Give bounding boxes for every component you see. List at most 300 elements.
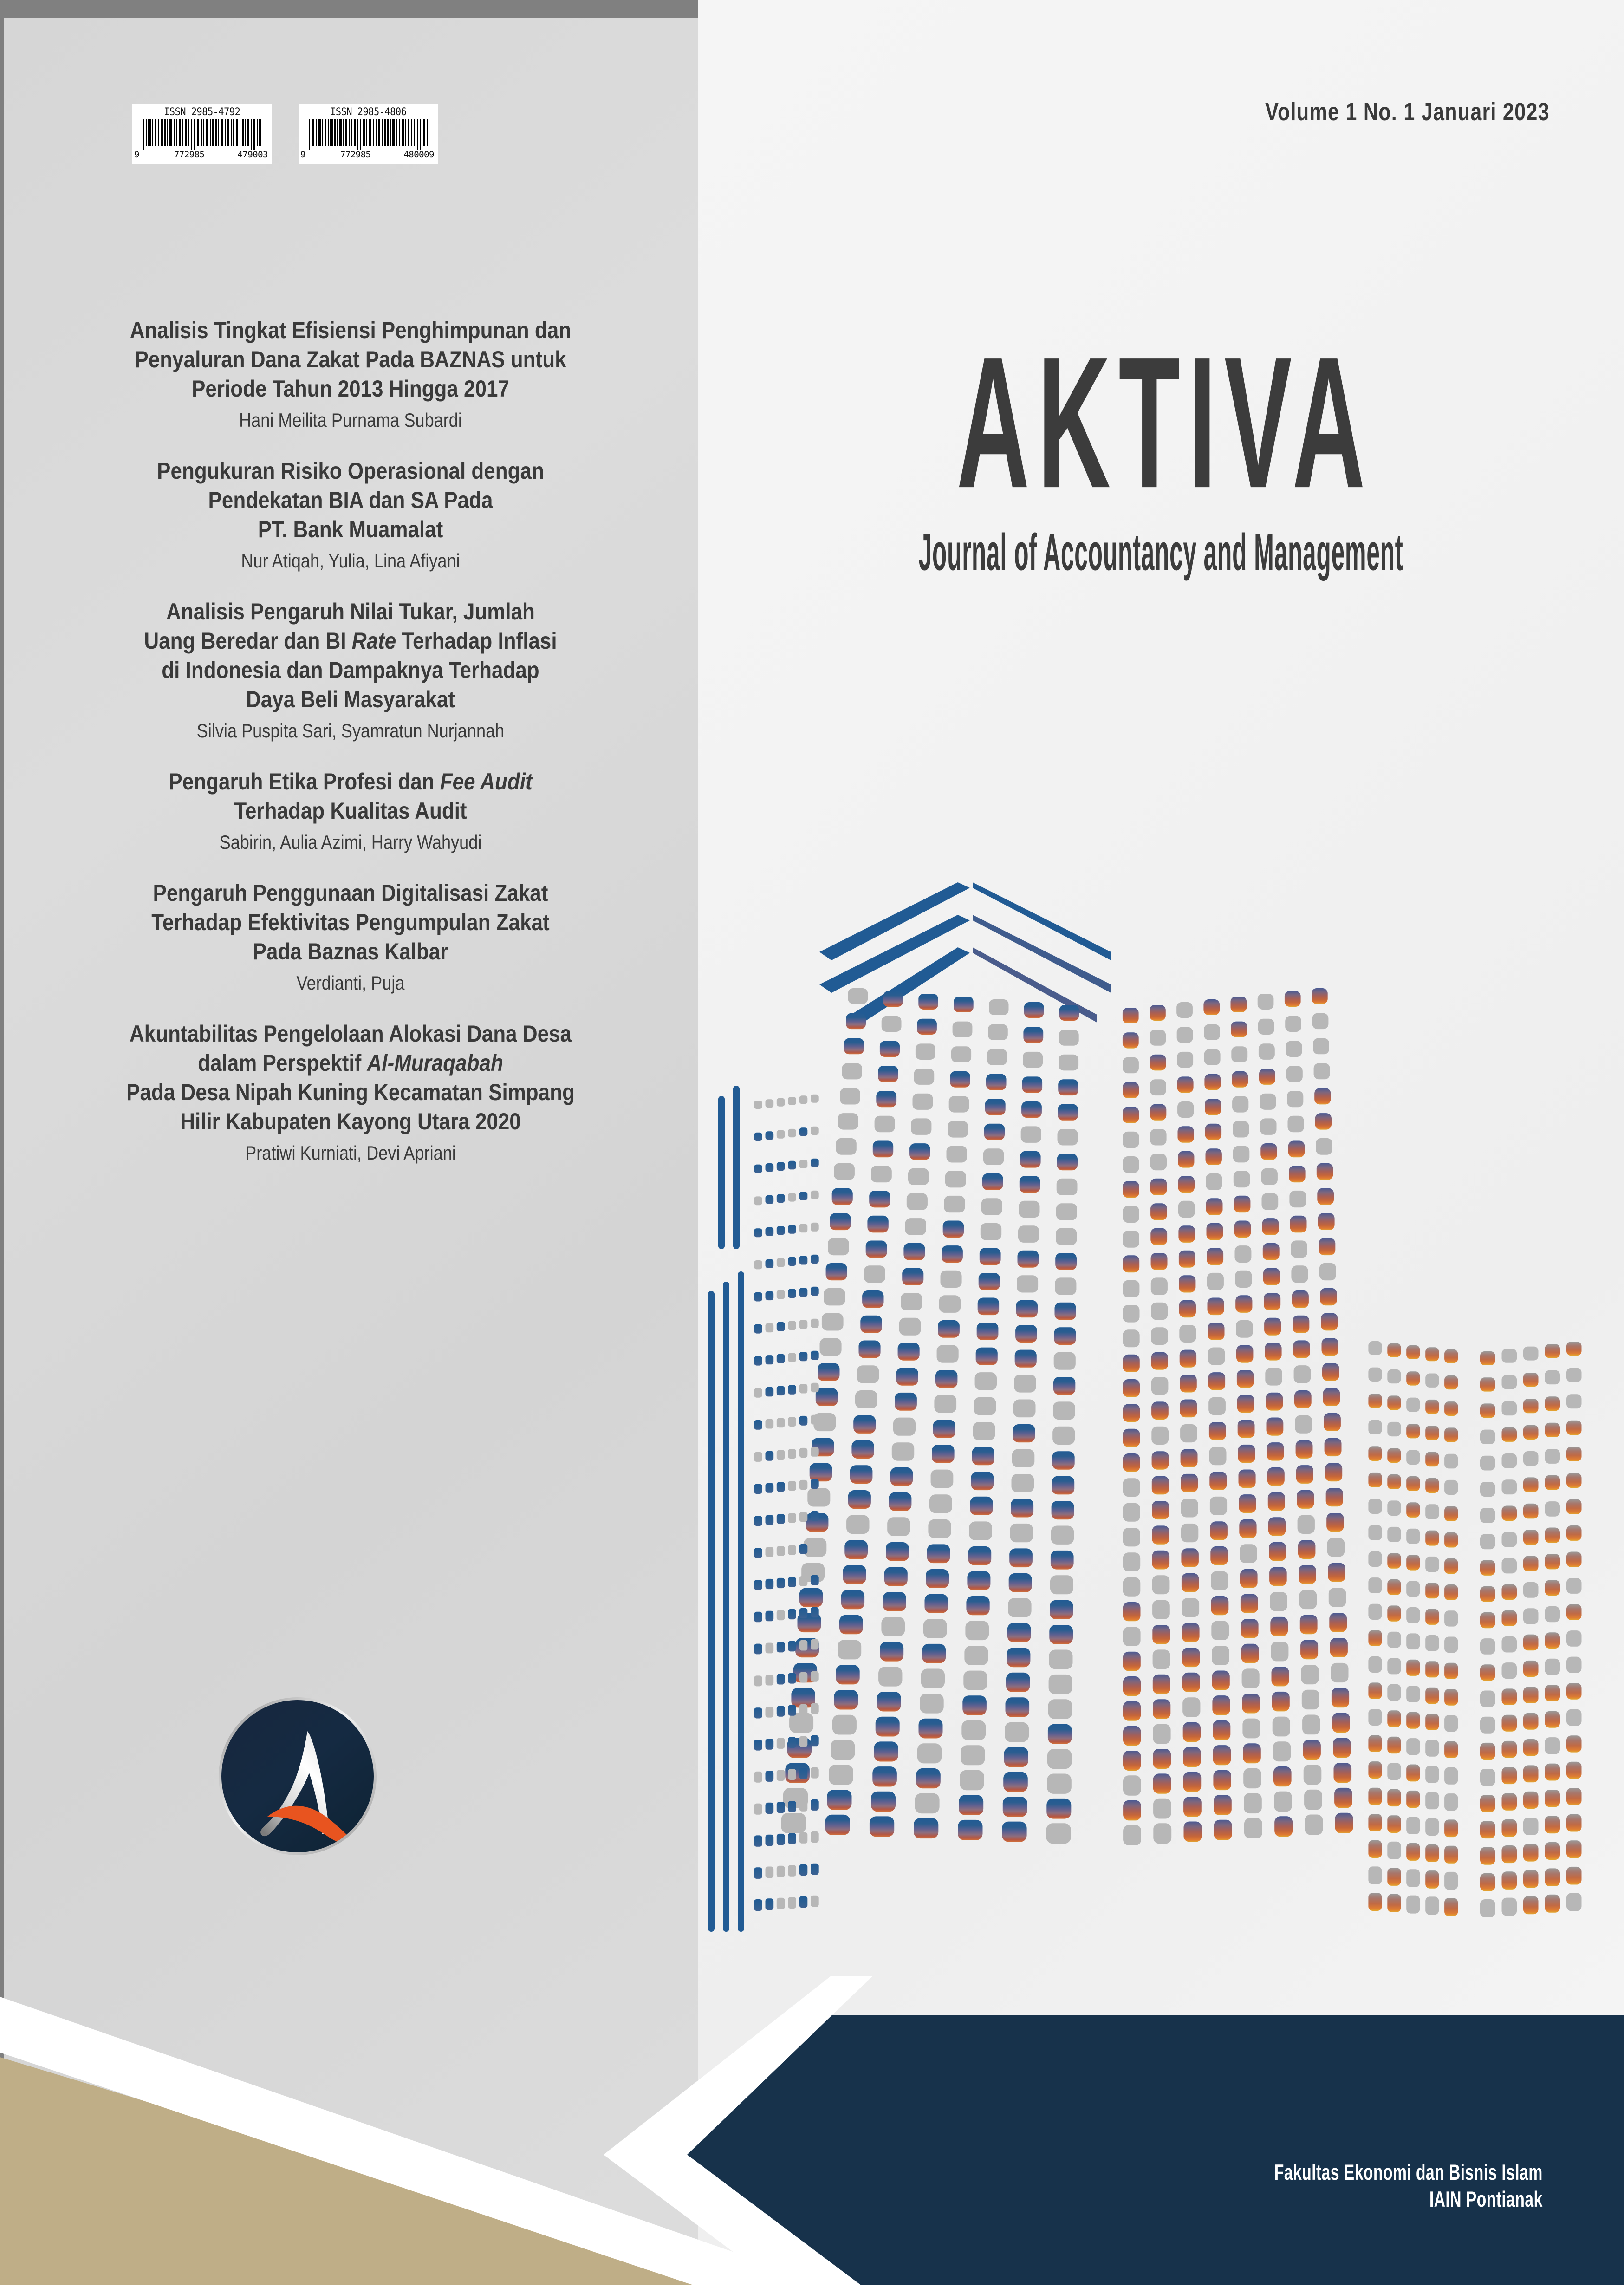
building-window [1406,1581,1420,1597]
building-window [1056,1203,1077,1220]
building-window [1502,1793,1517,1811]
building-window [932,1445,954,1463]
building-window [1267,1418,1284,1436]
building-window [1502,1741,1517,1758]
building-window [1545,1554,1560,1569]
building-window [1545,1711,1560,1728]
building-window [1406,1398,1420,1412]
right-tower-windows [1368,1341,1458,1916]
building-window [1326,1488,1343,1506]
building-window [927,1544,950,1563]
building-window [1020,1151,1040,1168]
building-window [1502,1479,1517,1494]
building-window [1267,1467,1285,1486]
building-window [1502,1453,1517,1468]
building-window [1123,1577,1141,1597]
building-window [766,1163,774,1172]
building-window [777,1258,785,1267]
building-window [1024,1002,1044,1018]
building-window [754,1388,762,1398]
building-window [754,1580,762,1590]
building-window [1208,1298,1224,1316]
building-window [1425,1347,1439,1361]
building-window [1287,1091,1303,1107]
building-window [754,1740,762,1751]
barcode-bars-icon [307,119,429,150]
building-window [987,1049,1007,1065]
building-window [1444,1715,1458,1732]
building-window [971,1472,994,1490]
building-window [922,1644,946,1663]
building-window [766,1131,774,1140]
building-window [788,1833,796,1844]
building-window [1213,1720,1230,1740]
building-window [1322,1338,1338,1356]
building-window [777,1418,785,1428]
building-window [754,1196,762,1205]
building-window [1006,1673,1030,1692]
building-window [1296,1440,1313,1459]
building-window [799,1224,808,1232]
building-window [979,1273,1000,1290]
building-window [1406,1738,1420,1755]
building-window [754,1101,762,1109]
building-window [869,1191,890,1207]
building-window [1180,1375,1197,1393]
building-window [1269,1567,1287,1586]
building-window [1291,1240,1307,1258]
building-window [1425,1740,1439,1756]
building-window [1313,1038,1329,1055]
building-window [1182,1623,1200,1642]
building-window [1181,1499,1198,1517]
building-window [1123,1255,1139,1272]
building-window [1231,1022,1247,1037]
building-window [883,991,903,1007]
building-window [1150,1030,1166,1045]
building-window [1152,1501,1169,1519]
building-window [1007,1648,1030,1667]
building-window [1023,1052,1043,1068]
building-window [1271,1642,1288,1662]
building-window [788,1865,796,1877]
building-window [1480,1456,1495,1471]
building-window [1545,1816,1560,1834]
building-window [1545,1423,1560,1437]
building-window [948,1121,968,1138]
building-window [973,1422,995,1440]
building-window [1480,1638,1495,1655]
building-window [848,988,868,1004]
building-window [766,1707,774,1717]
building-window [895,1393,917,1411]
building-window [983,1148,1004,1165]
building-window [1005,1722,1029,1742]
barcode-group-left: 772985 [340,150,371,160]
building-window [754,1772,762,1783]
building-window [799,1672,808,1683]
building-window [1425,1504,1439,1519]
building-window [1480,1430,1495,1444]
building-window [1243,1743,1261,1763]
building-window [1444,1558,1458,1574]
building-window [836,1138,856,1155]
building-window [1480,1821,1495,1838]
building-window [1317,1163,1333,1180]
article-title-line: Analisis Tingkat Efisiensi Penghimpunan dan [130,317,572,343]
building-window [754,1548,762,1558]
building-window [1566,1447,1582,1461]
building-window [831,1740,855,1760]
building-window [950,1071,970,1088]
building-window [1332,1713,1350,1733]
building-window [1425,1818,1439,1836]
building-window [1523,1530,1539,1545]
building-window [811,1543,819,1553]
building-window [1262,1193,1279,1210]
building-window [811,1351,819,1360]
building-window [1502,1767,1517,1784]
building-window [916,1768,941,1788]
building-window [766,1867,774,1878]
building-window [1480,1769,1495,1786]
building-window [1444,1349,1458,1363]
building-window [1239,1519,1256,1538]
building-window [1020,1176,1040,1193]
building-window [1545,1659,1560,1675]
building-window [883,1592,906,1611]
building-window [1480,1586,1495,1602]
building-window [1123,1800,1141,1821]
building-window [788,1289,796,1298]
building-window [1243,1768,1261,1788]
building-window [1425,1557,1439,1572]
building-window [777,1450,785,1460]
barcode-lead-digit: 9 [134,150,139,160]
building-window [1019,1201,1039,1218]
building-window [1502,1506,1517,1521]
building-window [1444,1793,1458,1811]
building-window [1566,1342,1582,1356]
building-window [1244,1793,1262,1813]
building-window [1502,1898,1517,1916]
building-window [843,1565,866,1584]
building-window [1545,1868,1560,1886]
building-window [788,1513,796,1523]
building-window [1425,1478,1439,1493]
city-buildings-illustration [698,687,1624,2048]
building-window [1300,1615,1318,1635]
building-window [1052,1451,1074,1470]
building-window [1523,1556,1539,1571]
building-window [811,1319,819,1328]
building-window [825,1815,850,1835]
building-window [788,1449,796,1459]
building-window [1545,1580,1560,1596]
building-window [980,1248,1001,1265]
aktiva-logo-emblem [216,1695,379,1857]
article-item [19,767,682,854]
article-title-line: Periode Tahun 2013 Hingga 2017 [192,376,509,402]
building-window [1326,1513,1344,1532]
masthead [698,318,1624,582]
building-window [1387,1395,1401,1410]
building-window [938,1320,960,1338]
building-window [811,1864,819,1875]
building-window [988,1024,1008,1040]
building-window [1406,1476,1420,1491]
building-window [921,1669,945,1688]
building-window [1181,1474,1198,1492]
building-window [958,1820,982,1840]
building-window [1235,1271,1252,1288]
building-window [788,1577,796,1587]
building-window [1523,1451,1539,1466]
building-window [1014,1375,1036,1393]
building-window [1013,1424,1035,1442]
building-window [981,1198,1002,1215]
building-window [1406,1791,1420,1808]
building-window [754,1484,762,1494]
building-window [1234,1171,1250,1187]
barcode-group-left: 772985 [174,150,205,160]
building-window [935,1370,957,1388]
building-window [1123,1701,1141,1721]
building-window [1209,1447,1227,1466]
building-window [1444,1532,1458,1548]
building-window [1178,1176,1195,1193]
building-window [766,1355,774,1364]
building-window [1387,1737,1401,1753]
building-window [1123,1775,1141,1795]
building-window [914,1818,938,1838]
barcode-issn-online [299,104,438,164]
building-window [1312,988,1328,1004]
building-window [1266,1393,1283,1411]
article-authors: Silvia Puspita Sari, Syamratun Nurjannah [196,720,505,742]
building-window [824,1288,845,1306]
article-title-line: Pengaruh Penggunaan Digitalisasi Zakat [153,880,548,906]
building-window [1123,1528,1140,1546]
building-window [766,1323,774,1332]
building-window [1048,1699,1072,1719]
building-window [1566,1840,1582,1858]
building-window [1444,1427,1458,1442]
building-window [811,1607,819,1618]
building-window [963,1671,987,1690]
building-window [1236,1320,1253,1338]
building-window [1210,1521,1228,1540]
building-window [1047,1749,1072,1769]
building-window [1153,1649,1170,1669]
building-window [1368,1368,1382,1382]
building-window [1523,1713,1539,1730]
building-window [1018,1225,1039,1243]
building-window [1269,1542,1286,1561]
building-window [754,1644,762,1655]
building-window [1181,1524,1198,1542]
building-window [1183,1797,1202,1817]
building-window [1302,1690,1319,1710]
building-window [1328,1563,1345,1582]
building-window [1368,1735,1382,1752]
building-window [1387,1632,1401,1648]
article-authors: Sabirin, Aulia Azimi, Harry Wahyudi [219,831,482,853]
building-window [1368,1709,1382,1726]
building-window [1305,1815,1323,1835]
building-window [1523,1635,1539,1651]
building-window [1015,1325,1037,1343]
building-window [1182,1573,1199,1592]
building-window [986,1074,1007,1090]
building-window [1208,1372,1226,1390]
building-window [777,1546,785,1556]
building-window [1545,1475,1560,1490]
building-window [1153,1675,1170,1694]
building-window [1444,1767,1458,1785]
building-window [1237,1395,1254,1413]
building-window [1123,1107,1139,1123]
building-window [1304,1790,1322,1810]
building-window [1152,1575,1170,1594]
article-title-line: Hilir Kabupaten Kayong Utara 2020 [180,1108,521,1134]
building-window [788,1385,796,1395]
building-window [788,1417,796,1427]
building-window [788,1737,796,1748]
building-window [1545,1396,1560,1411]
building-window [1444,1898,1458,1916]
building-window [1368,1394,1382,1408]
building-window [1523,1792,1539,1809]
building-window [754,1835,762,1846]
building-window [810,1463,832,1482]
building-window [1240,1569,1258,1588]
building-window [1292,1290,1309,1308]
building-window [1240,1544,1257,1563]
article-item [19,597,682,743]
building-window [874,1741,898,1761]
building-window [1235,1245,1252,1263]
building-window [820,1338,842,1356]
bottom-white-seam [0,2285,1624,2294]
building-window [862,1290,883,1308]
building-window [860,1316,882,1333]
building-window [1012,1449,1034,1468]
building-window [1260,1094,1276,1110]
building-window [1523,1608,1539,1624]
article-item [19,316,682,432]
building-window [1480,1612,1495,1628]
building-window [1123,1552,1141,1571]
building-window [781,1813,806,1833]
building-window [1302,1715,1320,1735]
building-window [961,1745,985,1765]
building-window [1425,1635,1439,1651]
building-window [1181,1449,1198,1468]
building-window [928,1519,951,1538]
building-window [1566,1735,1582,1752]
building-window [913,1094,933,1110]
article-title-line: PT. Bank Muamalat [258,516,443,542]
building-window [1444,1872,1458,1890]
building-window [1545,1790,1560,1807]
building-window [1502,1427,1517,1442]
building-window [1180,1400,1197,1418]
building-window [842,1063,863,1080]
building-window [1179,1275,1195,1292]
building-window [880,1642,903,1662]
building-window [1214,1795,1232,1815]
building-window [1480,1508,1495,1523]
building-window [985,1099,1006,1115]
building-window [1480,1847,1495,1865]
building-window [818,1363,839,1381]
building-window [811,1415,819,1425]
building-window [1425,1714,1439,1730]
building-window [1502,1819,1517,1837]
building-window [1002,1822,1026,1842]
building-window [917,1743,942,1763]
building-window [1211,1571,1228,1590]
building-window [1055,1253,1077,1270]
building-window [1213,1770,1231,1790]
building-window [799,1512,808,1522]
building-window [1021,1126,1041,1143]
building-window [811,1383,819,1393]
building-window [1566,1709,1582,1726]
building-window [1293,1316,1309,1333]
building-window [1319,1238,1335,1255]
building-window [1268,1492,1285,1511]
building-window [1480,1664,1495,1681]
building-window [829,1765,853,1785]
building-window [1123,1602,1141,1621]
building-window [777,1610,785,1621]
building-window [1368,1761,1382,1779]
building-window [1406,1660,1420,1676]
barcode-digits [301,150,435,159]
article-authors: Nur Atiqah, Yulia, Lina Afiyani [241,550,460,572]
building-window [777,1354,785,1363]
building-window [1566,1473,1582,1488]
building-window [942,1245,963,1263]
building-window [1425,1661,1439,1677]
building-window [1123,1181,1139,1198]
building-window [1545,1842,1560,1860]
building-window [1050,1575,1073,1594]
barcode-lead-digit: 9 [300,150,305,160]
building-window [777,1290,785,1299]
building-window [1523,1661,1539,1677]
building-window [799,1576,808,1586]
barcode-issn-print [132,104,272,164]
building-window [1179,1325,1196,1343]
building-window [777,1514,785,1524]
building-window [1425,1452,1439,1467]
building-window [1425,1374,1439,1388]
building-window [1236,1345,1253,1363]
building-window [1387,1343,1401,1357]
building-window [1206,1198,1223,1215]
building-window [1235,1295,1252,1313]
building-window [1288,1141,1305,1158]
building-window [1009,1573,1032,1592]
building-window [848,1490,871,1509]
building-window [1425,1400,1439,1414]
building-window [827,1790,852,1810]
building-window [822,1313,844,1331]
building-window [1058,1104,1078,1121]
